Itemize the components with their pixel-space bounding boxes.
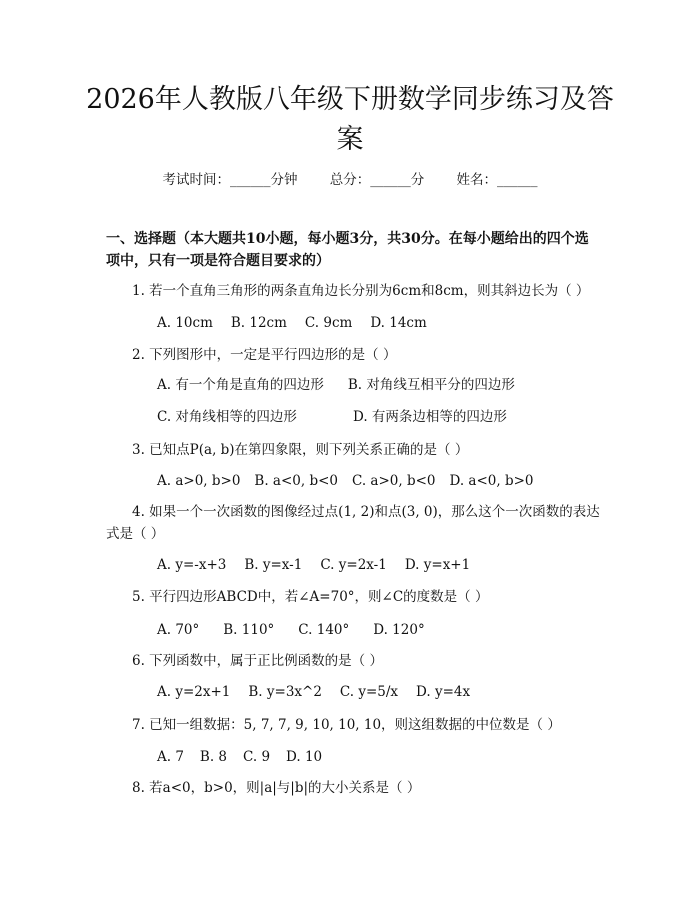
option-b: B. 8	[199, 749, 228, 765]
question-3: 3. 已知点P(a, b)在第四象限，则下列关系正确的是（ ）	[132, 442, 469, 458]
option-c: C. y=5/x	[339, 684, 399, 700]
option-c: C. 对角线相等的四边形	[157, 409, 297, 425]
question-1: 1. 若一个直角三角形的两条直角边长分别为6cm和8cm，则其斜边长为（ ）	[132, 283, 590, 299]
option-a: A. 70°	[157, 622, 200, 638]
question-7: 7. 已知一组数据：5, 7, 7, 9, 10, 10, 10，则这组数据的中位数是（ ）	[132, 717, 561, 733]
question-8: 8. 若a<0，b>0，则|a|与|b|的大小关系是（ ）	[132, 780, 421, 796]
question-4: 4. 如果一个一次函数的图像经过点(1, 2)和点(3, 0)，那么这个一次函数的表达式是（ ）	[106, 504, 600, 542]
question-7-options	[157, 747, 322, 767]
option-b: B. y=3x^2	[248, 684, 322, 700]
option-c: C. 9	[243, 749, 271, 765]
option-a: A. 10cm	[157, 315, 213, 331]
question-6-options	[157, 682, 470, 702]
exam-time: 考试时间：______分钟	[162, 172, 298, 188]
question-4-options	[157, 555, 470, 575]
option-d: D. 14cm	[370, 315, 427, 331]
option-d: D. a<0, b>0	[449, 473, 534, 489]
option-b: B. y=x-1	[244, 557, 303, 573]
question-2: 2. 下列图形中，一定是平行四边形的是（ ）	[132, 347, 397, 363]
question-5-options	[157, 620, 425, 640]
option-a: A. y=-x+3	[157, 557, 227, 573]
option-c: C. y=2x-1	[320, 557, 387, 573]
option-c: C. 140°	[298, 622, 350, 638]
question-5: 5. 平行四边形ABCD中，若∠A=70°，则∠C的度数是（ ）	[132, 589, 489, 605]
option-b: B. 对角线互相平分的四边形	[347, 377, 515, 393]
option-b: B. a<0, b<0	[254, 473, 338, 489]
page-title: 2026年人教版八年级下册数学同步练习及答案	[86, 84, 614, 155]
exam-info	[0, 168, 700, 188]
option-d: D. 120°	[373, 622, 425, 638]
option-c: C. 9cm	[304, 315, 353, 331]
option-a: A. y=2x+1	[157, 684, 231, 700]
option-a: A. 有一个角是直角的四边形	[157, 377, 324, 393]
option-d: D. 有两条边相等的四边形	[353, 409, 507, 425]
option-d: D. y=4x	[416, 684, 471, 700]
question-2-options-row2	[157, 407, 507, 427]
question-1-options	[157, 313, 427, 333]
section-heading: 一、选择题（本大题共10小题，每小题3分，共30分。在每小题给出的四个选项中，只有一项是符合题目要求的）	[106, 231, 589, 269]
option-b: B. 12cm	[230, 315, 287, 331]
option-a: A. a>0, b>0	[157, 473, 241, 489]
option-a: A. 7	[157, 749, 184, 765]
option-d: D. 10	[286, 749, 323, 765]
option-d: D. y=x+1	[404, 557, 471, 573]
option-b: B. 110°	[223, 622, 275, 638]
question-2-options-row1	[157, 375, 515, 395]
total-score: 总分：______分	[329, 172, 425, 188]
question-6: 6. 下列函数中，属于正比例函数的是（ ）	[132, 653, 383, 669]
question-3-options	[157, 471, 534, 491]
option-c: C. a>0, b<0	[351, 473, 436, 489]
student-name: 姓名：______	[456, 172, 538, 188]
